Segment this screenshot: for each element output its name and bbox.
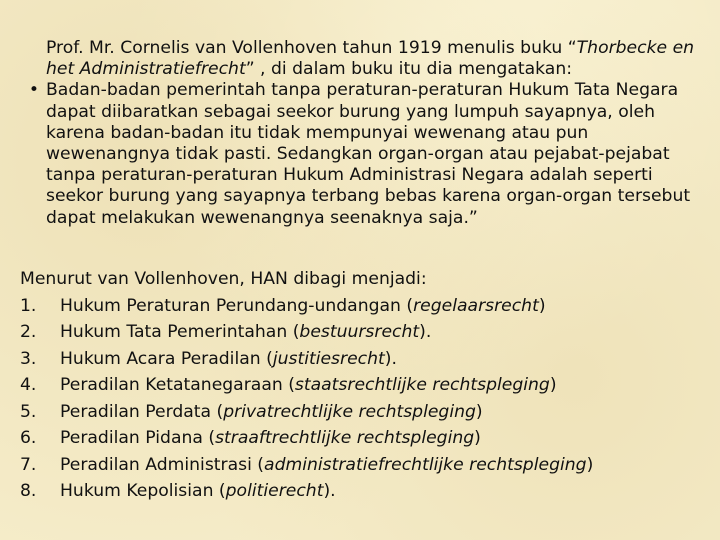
list-items xyxy=(20,293,710,505)
list-item-number: 2. xyxy=(20,322,37,342)
list-item-number: 7. xyxy=(20,454,37,475)
list-item-term: justitiesrecht xyxy=(272,348,385,369)
list-item-label: Peradilan Pidana ( xyxy=(60,428,216,448)
list-item-text xyxy=(60,372,557,399)
list-item-term: straaftrechtlijke rechtspleging xyxy=(215,428,475,448)
book-title: Thorbecke en het Administratiefrecht xyxy=(46,38,695,80)
list-item-number: 3. xyxy=(20,348,37,369)
list-item-close: ) xyxy=(586,454,594,475)
quote-bullet-text: Badan-badan pemerintah tanpa peraturan-peraturan Hukum Tata Negara dapat diibaratkan sebagai seekor burung yang lumpuh sayapnya, oleh karena badan-badan itu tidak mempunyai wewenang atau pun wewenangnya tidak pasti. Sedangkan organ-organ atau pejabat-pejabat tanpa peraturan-peraturan Hukum Administrasi Negara adalah seperti seekor burung yang sayapnya terbang bebas karena organ-organ tersebut dapat melakukan wewenangnya seenaknya saja.” xyxy=(46,80,691,228)
list-item-number: 1. xyxy=(20,295,37,316)
list-heading: Menurut van Vollenhoven, HAN dibagi menjadi: xyxy=(20,269,427,289)
list-item-label: Peradilan Administrasi ( xyxy=(60,454,265,475)
list-item-label: Peradilan Ketatanegaraan ( xyxy=(60,375,295,395)
bullet-icon: • xyxy=(28,80,40,101)
quote-bullet xyxy=(22,80,712,228)
list-item-text xyxy=(60,425,481,452)
list-item-term: staatsrechtlijke rechtspleging xyxy=(294,375,550,395)
quote-intro-text: Prof. Mr. Cornelis van Vollenhoven tahun 1919 menulis buku “ xyxy=(46,38,577,58)
list-item xyxy=(20,293,710,320)
list-item xyxy=(20,478,710,505)
list-item xyxy=(20,346,710,373)
list-item-number: 4. xyxy=(20,375,37,395)
list-item xyxy=(20,399,710,426)
list-item-text xyxy=(60,452,593,479)
list-item-close: ). xyxy=(323,481,336,501)
quote-block xyxy=(22,38,712,229)
list-item-term: politierecht xyxy=(225,481,324,501)
list-item-label: Hukum Kepolisian ( xyxy=(60,481,226,501)
list-item-close: ) xyxy=(474,428,481,448)
list-item-close: ) xyxy=(538,295,546,316)
list-item-term: bestuursrecht xyxy=(299,322,420,342)
list-item-label: Hukum Tata Pemerintahan ( xyxy=(60,322,300,342)
list-item-close: ). xyxy=(419,322,432,342)
division-list xyxy=(20,266,710,505)
list-item-text xyxy=(60,478,336,505)
list-item-text xyxy=(60,319,431,346)
list-item-number: 6. xyxy=(20,428,37,448)
quote-intro-tail: ” , di dalam buku itu dia mengatakan: xyxy=(245,59,573,80)
list-item xyxy=(20,425,710,452)
list-item-text xyxy=(60,293,546,320)
list-item-term: regelaarsrecht xyxy=(413,295,539,316)
list-item-number: 8. xyxy=(20,481,37,501)
list-item xyxy=(20,319,710,346)
list-item-text xyxy=(60,399,483,426)
list-item-close: ) xyxy=(549,375,557,395)
list-item-label: Hukum Acara Peradilan ( xyxy=(60,348,273,369)
list-item-text xyxy=(60,346,397,373)
list-item-number: 5. xyxy=(20,401,37,422)
list-item xyxy=(20,372,710,399)
quote-intro xyxy=(22,38,712,80)
list-item-close: ) xyxy=(475,401,483,422)
list-item-close: ). xyxy=(384,348,397,369)
list-item xyxy=(20,452,710,479)
list-item-label: Hukum Peraturan Perundang-undangan ( xyxy=(60,295,414,316)
list-item-term: administratiefrechtlijke rechtspleging xyxy=(264,454,587,475)
list-item-term: privatrechtlijke rechtspleging xyxy=(223,401,476,422)
list-item-label: Peradilan Perdata ( xyxy=(60,401,224,422)
